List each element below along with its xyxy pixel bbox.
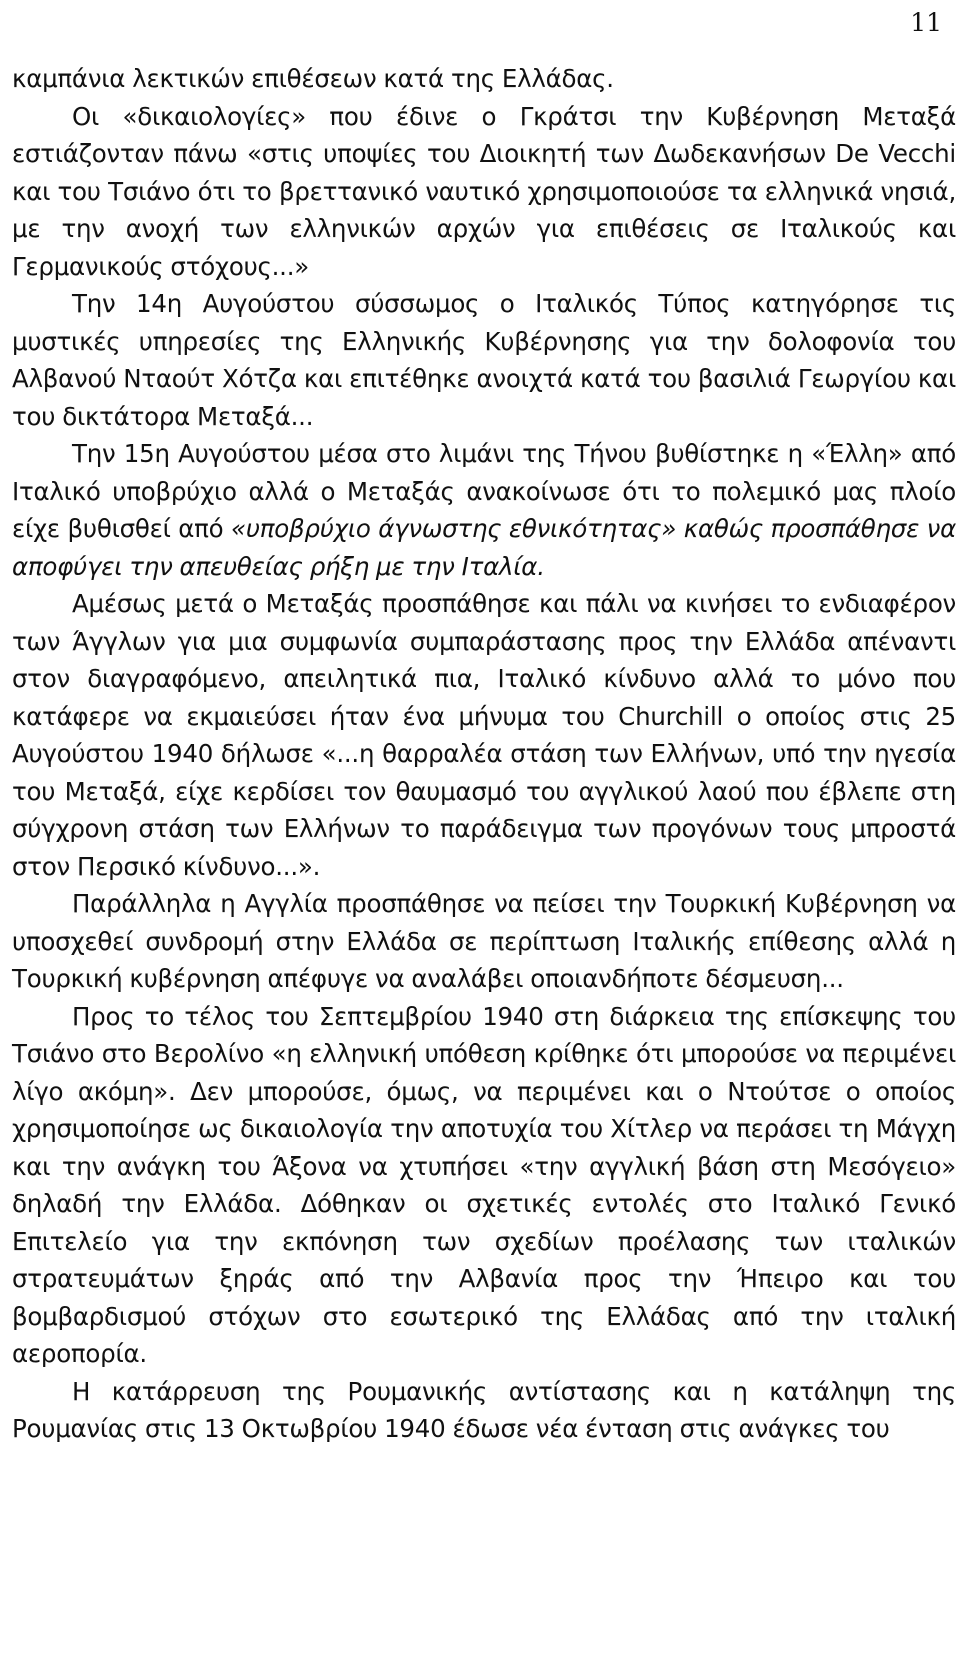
text-segment: Η κατάρρευση της Ρουμανικής αντίστασης και η κατάληψη της Ρουμανίας στις 13 Οκτωβρίου 1940 έδωσε νέα ένταση στις ανάγκες του (12, 1376, 956, 1443)
text-segment: καμπάνια λεκτικών επιθέσεων κατά της Ελλάδας. (12, 64, 614, 93)
paragraph (12, 285, 956, 435)
paragraph (12, 98, 956, 286)
italic-text-segment: «υποβρύχιο άγνωστης εθνικότητας» καθώς προσπάθησε να αποφύγει την απευθείας ρήξη με την Ιταλία. (12, 514, 956, 581)
text-segment: Παράλληλα η Αγγλία προσπάθησε να πείσει την Τουρκική Κυβέρνηση να υποσχεθεί συνδρομή στην Ελλάδα σε περίπτωση Ιταλικής επίθεσης αλλά η Τουρκική κυβέρνηση απέφυγε να αναλάβει οποιανδήποτε δέσμευση... (12, 889, 956, 993)
text-segment: Αμέσως μετά ο Μεταξάς προσπάθησε και πάλι να κινήσει το ενδιαφέρον των Άγγλων για μια συμφωνία συμπαράστασης προς την Ελλάδα απέναντι στον διαγραφόμενο, απειλητικά πια, Ιταλικό κίνδυνο αλλά το μόνο που κατάφερε να εκμαιεύσει ήταν ένα μήνυμα του Churchill ο οποίος στις 25 Αυγούστου 1940 δήλωσε «...η θαρραλέα στάση των Ελλήνων, υπό την ηγεσία του Μεταξά, είχε κερδίσει τον θαυμασμό του αγγλικού λαού που έβλεπε στη σύγχρονη στάση των Ελλήνων το παράδειγμα των προγόνων τους μπροστά στον Περσικό κίνδυνο...». (12, 589, 956, 881)
paragraph (12, 1373, 956, 1448)
paragraph (12, 585, 956, 885)
text-segment: Την 15η Αυγούστου μέσα στο λιμάνι της Τήνου βυθίστηκε η «Έλλη» από Ιταλικό υποβρύχιο αλλά ο Μεταξάς ανακοίνωσε ότι το πολεμικό μας πλοίο είχε βυθισθεί από (12, 439, 956, 543)
text-segment: Οι «δικαιολογίες» που έδινε ο Γκράτσι την Κυβέρνηση Μεταξά εστιάζονταν πάνω «στις υποψίες του Διοικητή των Δωδεκανήσων De Vecchi και του Τσιάνο ότι το βρεττανικό ναυτικό χρησιμοποιούσε τα ελληνικά νησιά, με την ανοχή των ελληνικών αρχών για επιθέσεις σε Ιταλικούς και Γερμανικούς στόχους...» (12, 101, 956, 281)
paragraph (12, 998, 956, 1373)
text-segment: Την 14η Αυγούστου σύσσωμος ο Ιταλικός Τύπος κατηγόρησε τις μυστικές υπηρεσίες της Ελληνικής Κυβέρνησης για την δολοφονία του Αλβανού Νταούτ Χότζα και επιτέθηκε ανοιχτά κατά του βασιλιά Γεωργίου και του δικτάτορα Μεταξά... (12, 289, 956, 431)
paragraph (12, 60, 956, 98)
page-number: 11 (910, 8, 942, 37)
text-segment: Προς το τέλος του Σεπτεμβρίου 1940 στη διάρκεια της επίσκεψης του Τσιάνο στο Βερολίνο «η ελληνική υπόθεση κρίθηκε ότι μπορούσε να περιμένει λίγο ακόμη». Δεν μπορούσε, όμως, να περιμένει και ο Ντούτσε ο οποίος χρησιμοποίησε ως δικαιολογία την αποτυχία του Χίτλερ να περάσει τη Μάγχη και την ανάγκη του Άξονα να χτυπήσει «την αγγλική βάση στη Μεσόγειο» δηλαδή την Ελλάδα. Δόθηκαν οι σχετικές εντολές στο Ιταλικό Γενικό Επιτελείο για την εκπόνηση των σχεδίων προέλασης των ιταλικών στρατευμάτων ξηράς από την Αλβανία προς την Ήπειρο και του βομβαρδισμού στόχων στο εσωτερικό της Ελλάδας από την ιταλική αεροπορία. (12, 1001, 956, 1368)
document-body (12, 60, 956, 1448)
paragraph (12, 885, 956, 998)
paragraph (12, 435, 956, 585)
